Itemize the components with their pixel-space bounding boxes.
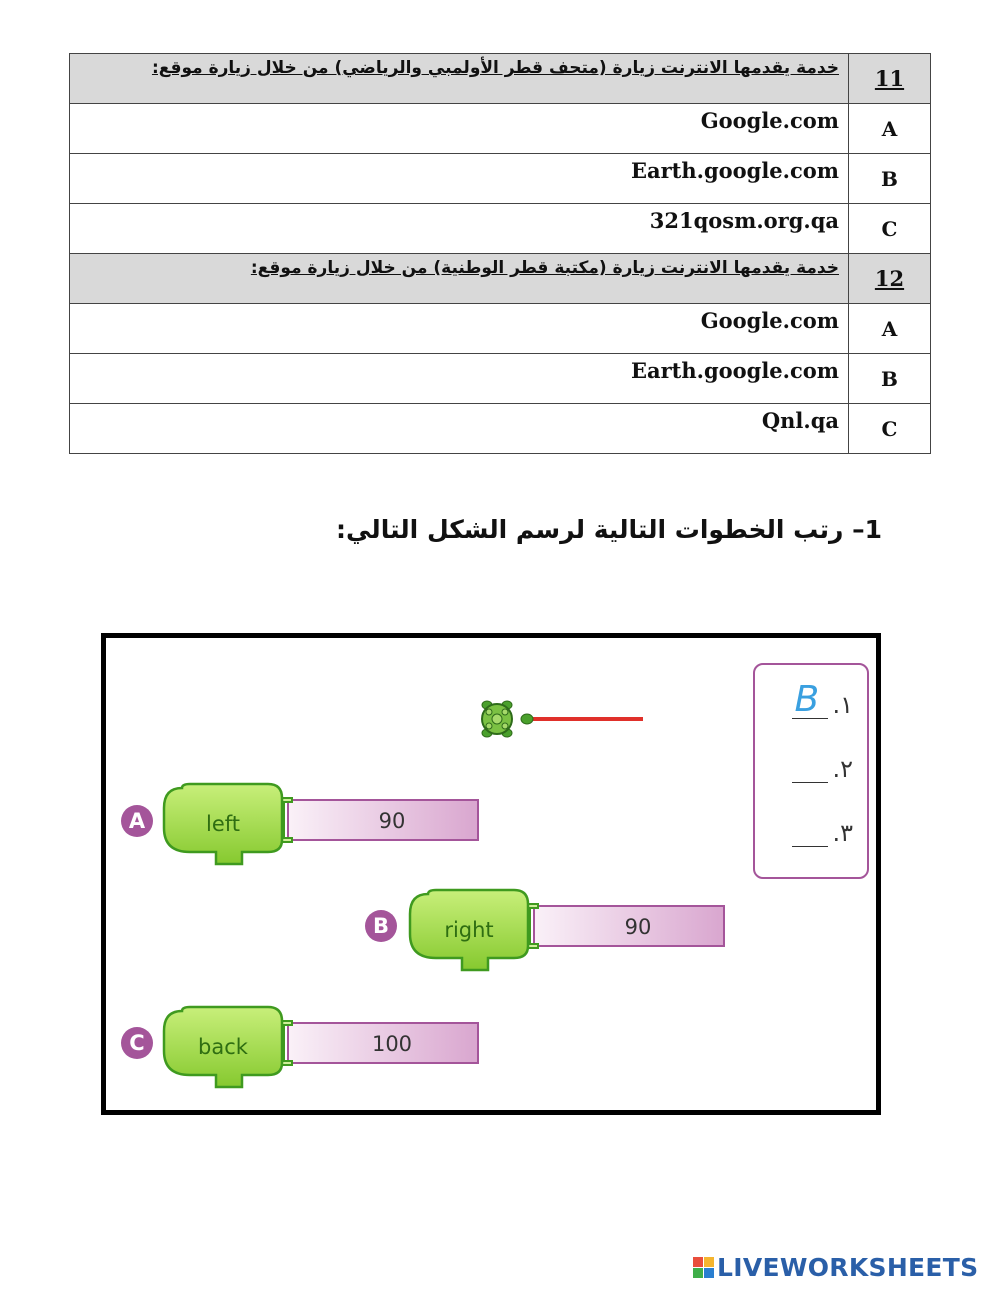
- badge-letter: C: [129, 1031, 145, 1055]
- command-block-b[interactable]: [410, 890, 724, 970]
- command-block-c[interactable]: [164, 1007, 478, 1087]
- question-text: خدمة يقدمها الانترنت زيارة (متحف قطر الأولمبي والرياضي) من خلال زيارة موقع:: [70, 54, 849, 104]
- command-value: 90: [378, 809, 406, 833]
- option-row[interactable]: [70, 204, 931, 254]
- answer-box: [753, 663, 869, 879]
- command-label: right: [444, 918, 494, 942]
- question-number: 12: [849, 254, 931, 304]
- instruction-heading: 1– رتب الخطوات التالية لرسم الشكل التالي:: [336, 515, 882, 544]
- option-text[interactable]: Google.com: [70, 104, 849, 154]
- option-row[interactable]: [70, 154, 931, 204]
- option-text[interactable]: Qnl.qa: [70, 404, 849, 454]
- option-letter: C: [849, 404, 931, 454]
- option-row[interactable]: [70, 404, 931, 454]
- turtle-icon: [482, 701, 533, 737]
- option-row[interactable]: [70, 354, 931, 404]
- badge-letter: B: [372, 914, 390, 938]
- badge-letter: A: [128, 809, 146, 833]
- option-letter: C: [849, 204, 931, 254]
- option-letter: B: [849, 354, 931, 404]
- answer-row-3[interactable]: [792, 807, 853, 847]
- badge-c: [121, 1027, 153, 1059]
- logo-mark-icon: [693, 1257, 714, 1278]
- option-text[interactable]: Google.com: [70, 304, 849, 354]
- answer-index: ١.: [832, 691, 853, 719]
- command-block-a[interactable]: [164, 784, 478, 864]
- logo-text: LIVEWORKSHEETS: [717, 1253, 979, 1282]
- exercise-frame: [101, 633, 881, 1115]
- option-text[interactable]: 321qosm.org.qa: [70, 204, 849, 254]
- question-row: [70, 54, 931, 104]
- badge-a: [121, 805, 153, 837]
- option-row[interactable]: [70, 104, 931, 154]
- option-letter: B: [849, 154, 931, 204]
- questions-table: [69, 53, 931, 454]
- command-value: 90: [624, 915, 652, 939]
- question-number: 11: [849, 54, 931, 104]
- question-text: خدمة يقدمها الانترنت زيارة (مكتبة قطر الوطنية) من خلال زيارة موقع:: [70, 254, 849, 304]
- answer-index: ٢.: [832, 755, 853, 783]
- answer-index: ٣.: [832, 819, 853, 847]
- answer-blank[interactable]: [792, 752, 828, 783]
- liveworksheets-logo: [693, 1253, 978, 1282]
- question-row: [70, 254, 931, 304]
- badge-b: [365, 910, 397, 942]
- answer-blank[interactable]: [792, 679, 828, 720]
- answer-blank[interactable]: [792, 816, 828, 847]
- option-text[interactable]: Earth.google.com: [70, 354, 849, 404]
- command-label: left: [205, 812, 241, 836]
- command-label: back: [198, 1035, 248, 1059]
- option-row[interactable]: [70, 304, 931, 354]
- answer-row-2[interactable]: [792, 743, 853, 783]
- option-text[interactable]: Earth.google.com: [70, 154, 849, 204]
- command-value: 100: [371, 1032, 413, 1056]
- answer-row-1[interactable]: [792, 679, 853, 719]
- option-letter: A: [849, 104, 931, 154]
- option-letter: A: [849, 304, 931, 354]
- answer-value: B: [794, 679, 820, 720]
